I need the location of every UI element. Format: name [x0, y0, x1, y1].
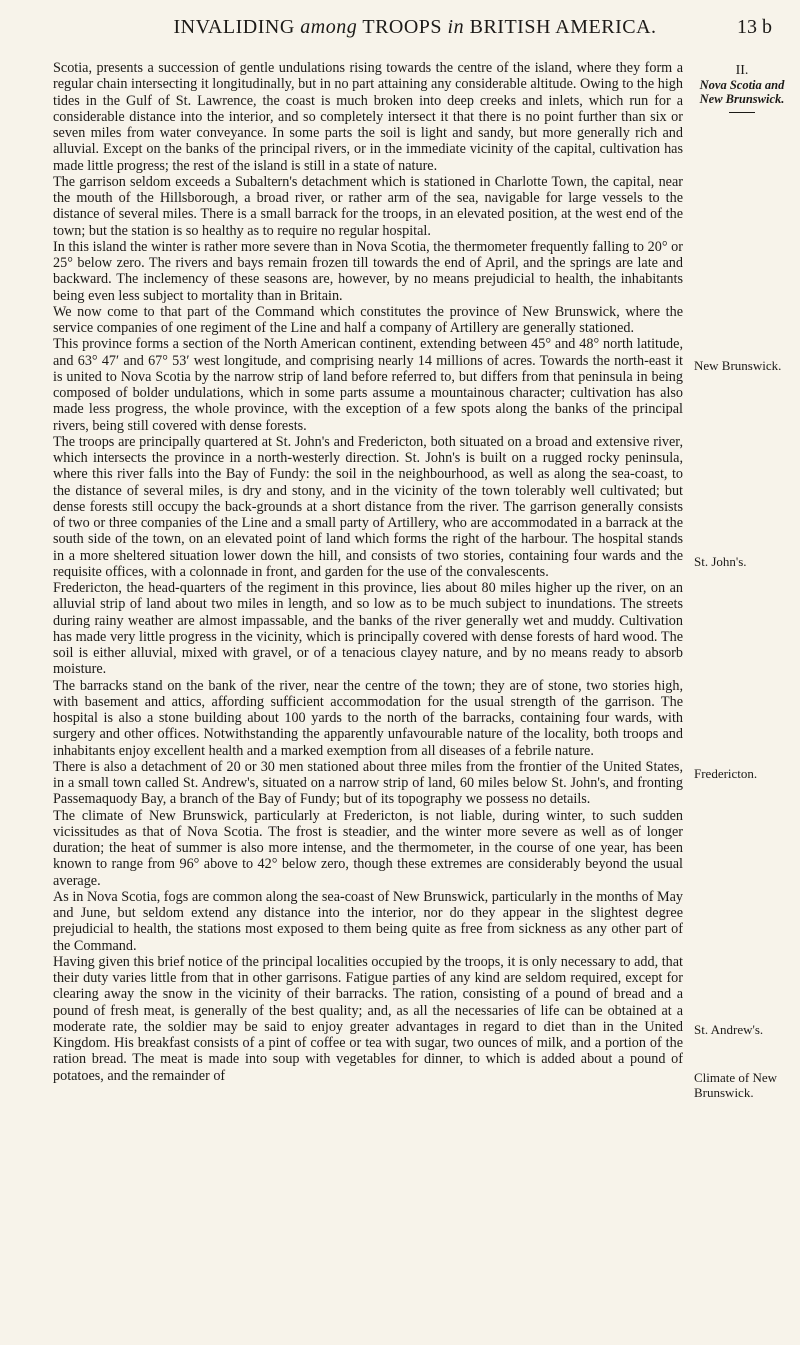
running-head: [90, 16, 740, 46]
paragraph-barracks: The barracks stand on the bank of the river, near the centre of the town; they are of stone, two stories high, with basement and attics, affording sufficient accommodation for the usual strength of the garrison. The hospital is also a stone building about 100 yards to the north of the barracks, containing four wards, with surgery and other offices. Notwithstanding the apparently unfavourable nature of the locality, both troops and inhabitants enjoy excellent health and a marked exemption from all diseases of a febrile nature.: [53, 677, 683, 759]
margin-note-st-andrews: St. Andrew's.: [694, 1022, 764, 1037]
paragraph-fredericton: Fredericton, the head-quarters of the regiment in this province, lies about 80 miles higher up the river, on an alluvial strip of land about two miles in length, and so low as to be much subject to inundations. The streets during rainy weather are almost impassable, and the banks of the river generally wet and muddy. Cultivation has made very little progress in the vicinity, which is principally covered with dense forests of hard wood. The soil is either alluvial, mixed with gravel, or of a tenacious clayey nature, and by no means ready to absorb moisture.: [53, 580, 683, 678]
margin-note-climate: Climate of New Brunswick.: [694, 1070, 778, 1100]
paragraph-st-andrews: There is also a detachment of 20 or 30 men stationed about three miles from the frontier of the United States, in a small town called St. Andrew's, situated on a narrow strip of land, 60 miles below St. John's, and fronting Passemaquody Bay, a branch of the Bay of Fundy; but of its topography we possess no details.: [53, 758, 683, 808]
running-head-in: in: [447, 16, 465, 38]
paragraph-st-johns: The troops are principally quartered at St. John's and Fredericton, both situated on a broad and extensive river, which intersects the province in a north-westerly direction. St. John's is built on a rugged rocky peninsula, where this river falls into the Bay of Fundy: the soil in the neighbourhood, as well as along the sea-coast, to the distance of several miles, is dry and stony, and in the vicinity of the town tolerably well cultivated; but dense forests still occupy the back-grounds at a short distance from the river. The garrison generally consists of two or three companies of the Line and a small party of Artillery, who are accommodated in a barrack at the south side of the town, on an elevated point of land which forms the right of the harbour. The hospital stands in a more sheltered situation lower down the hill, and consists of two stories, containing four wards and the requisite offices, with a colonnade in front, and garden for the use of the convalescents.: [53, 433, 683, 580]
paragraph-winter: In this island the winter is rather more severe than in Nova Scotia, the thermometer frequently falling to 20° or 25° below zero. The rivers and bays remain frozen till towards the end of April, and the springs are late and backward. The inclemency of these seasons are, however, by no means prejudicial to health, the inhabitants being even less subject to mortality than in Britain.: [53, 238, 683, 304]
section-rule: [729, 112, 755, 113]
paragraph-prince-edward-island: Scotia, presents a succession of gentle undulations rising towards the centre of the island, where they form a regular chain intersecting it longitudinally, but in no part attaining any considerable altitude. Owing to the high tides in the Gulf of St. Lawrence, the coast is much broken into deep creeks and inlets, which run for a considerable distance into the interior, and so completely intersect it that there is no point further than six or seven miles from water conveyance. In some parts the soil is light and sandy, but more generally rich and alluvial. Except on the banks of the principal rivers, or in the immediate vicinity of the capital, cultivation has made little progress; the rest of the island is still in a state of nature.: [53, 60, 683, 174]
section-title: Nova Scotia and New Brunswick.: [699, 78, 785, 106]
margin-note-st-johns: St. John's.: [694, 554, 747, 569]
paragraph-garrison-charlotte-town: The garrison seldom exceeds a Subaltern's detachment which is stationed in Charlotte Town, the capital, near the mouth of the Hillsborough, a broad river, or rather arm of the sea, navigable for large vessels to the distance of several miles. There is a small barrack for the troops, in an elevated position, at the west end of the town; but the station is so healthy as to require no regular hospital.: [53, 173, 683, 239]
margin-section-heading: [694, 63, 790, 113]
section-number: II.: [735, 63, 749, 78]
margin-note-fredericton: Fredericton.: [694, 766, 758, 781]
paragraph-climate: The climate of New Brunswick, particularly at Fredericton, is not liable, during winter, to such sudden vicissitudes as that of Nova Scotia. The frost is steadier, and the winter more severe as well as of longer duration; the heat of summer is also more intense, and the thermometer, in the course of one year, has been known to range from 96° above to 42° below zero, though these extremes are considerably beyond the usual average.: [53, 807, 683, 889]
running-head-part2: TROOPS: [357, 16, 448, 38]
body-text: [53, 60, 683, 1084]
paragraph-new-brunswick-intro: We now come to that part of the Command which constitutes the province of New Brunswick, where the service companies of one regiment of the Line and half a company of Artillery are generally stationed.: [53, 303, 683, 336]
running-head-part3: BRITISH AMERICA.: [464, 16, 657, 38]
margin-note-new-brunswick: New Brunswick.: [694, 358, 782, 373]
running-head-part1: INVALIDING: [173, 16, 301, 38]
paragraph-province-geography: This province forms a section of the North American continent, extending between 45° and 48° north latitude, and 63° 47′ and 67° 53′ west longitude, and comprising nearly 14 millions of acres. Towards the north-east it is united to Nova Scotia by the narrow strip of land before referred to, but differs from that peninsula in being composed of bolder undulations, which in some parts assume a mountainous character; cultivation has also made less progress, the whole province, with the exception of a few spots along the banks of the principal rivers, being still covered with dense forests.: [53, 336, 683, 434]
running-head-among: among: [300, 16, 358, 38]
paragraph-fogs: As in Nova Scotia, fogs are common along the sea-coast of New Brunswick, particularly in the months of May and June, but seldom extend any distance into the interior, nor do they appear in the slightest degree prejudicial to health, the stations most exposed to them being quite as free from sickness as any other part of the Command.: [53, 888, 683, 954]
page-number: 13 b: [737, 16, 772, 38]
paragraph-duty-and-ration: Having given this brief notice of the principal localities occupied by the troops, it is only necessary to add, that their duty varies little from that in other garrisons. Fatigue parties of any kind are seldom required, except for clearing away the snow in the vicinity of their barracks. The ration, consisting of a pound of bread and a pound of fresh meat, is generally of the best quality; and, as all the necessaries of life can be obtained at a moderate rate, the soldier may be said to enjoy greater advantages in regard to diet than in the United Kingdom. His breakfast consists of a pint of coffee or tea with sugar, two ounces of milk, and a portion of the ration bread. The meat is made into soup with vegetables for dinner, to which is added about a pound of potatoes, and the remainder of: [53, 953, 683, 1084]
